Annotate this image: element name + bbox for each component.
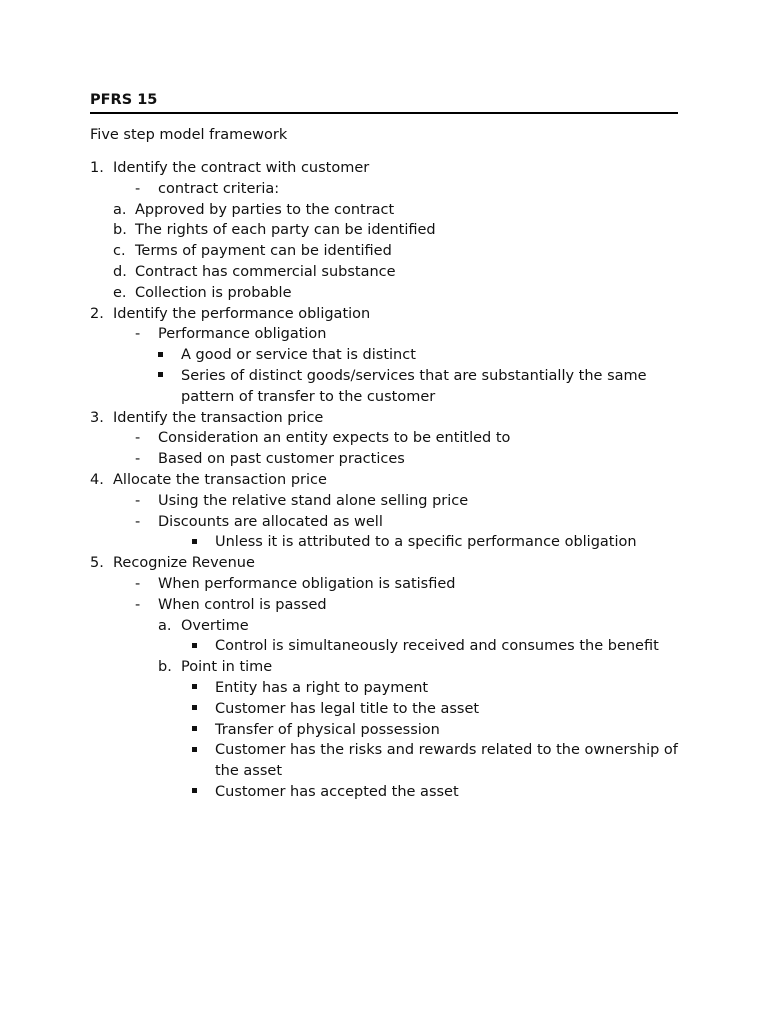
list-item-text: Transfer of physical possession xyxy=(215,721,440,738)
list-item xyxy=(0,699,768,720)
list-item xyxy=(0,491,768,512)
list-item xyxy=(0,636,768,657)
list-marker: - xyxy=(135,596,141,613)
list-marker: - xyxy=(135,430,141,447)
list-item xyxy=(0,200,768,221)
list-item-text: Customer has accepted the asset xyxy=(215,783,459,800)
list-item-text: Terms of payment can be identified xyxy=(135,243,392,260)
list-item-text: When performance obligation is satisfied xyxy=(158,575,456,592)
square-bullet-icon xyxy=(192,720,197,741)
list-item-text: Recognize Revenue xyxy=(113,555,255,572)
list-item-text: Control is simultaneously received and consumes the benefit xyxy=(215,638,659,655)
list-marker: - xyxy=(135,575,141,592)
list-item xyxy=(0,241,768,262)
list-item xyxy=(0,740,768,782)
list-item-text: Based on past customer practices xyxy=(158,451,405,468)
list-item xyxy=(0,553,768,574)
square-bullet-icon xyxy=(192,782,197,803)
list-marker: - xyxy=(135,326,141,343)
list-item xyxy=(0,366,768,408)
list-item xyxy=(0,449,768,470)
list-item-text: Customer has the risks and rewards related to the ownership of the asset xyxy=(215,742,678,780)
list-marker: a. xyxy=(158,617,172,634)
list-item-text: Unless it is attributed to a specific performance obligation xyxy=(215,534,637,551)
list-item xyxy=(0,345,768,366)
list-item xyxy=(0,595,768,616)
list-item-text: Overtime xyxy=(181,617,249,634)
list-marker: 1. xyxy=(90,160,104,176)
list-item-text: Identify the contract with customer xyxy=(113,160,370,176)
document-title: PFRS 15 xyxy=(90,92,158,108)
list-item xyxy=(0,408,768,429)
list-item xyxy=(0,657,768,678)
list-marker: a. xyxy=(113,201,127,218)
list-item-text: A good or service that is distinct xyxy=(181,347,416,364)
list-item-text: Customer has legal title to the asset xyxy=(215,700,480,717)
list-item xyxy=(0,678,768,699)
list-item xyxy=(0,532,768,553)
list-marker: d. xyxy=(113,263,127,280)
list-marker: 3. xyxy=(90,409,104,426)
list-item-text: The rights of each party can be identified xyxy=(135,222,436,239)
list-item xyxy=(0,616,768,637)
square-bullet-icon xyxy=(158,366,163,387)
list-item xyxy=(0,262,768,283)
list-marker: b. xyxy=(158,659,172,676)
list-marker: - xyxy=(135,451,141,468)
list-marker: - xyxy=(135,513,141,530)
square-bullet-icon xyxy=(192,532,197,553)
list-item-text: Point in time xyxy=(181,659,273,676)
outline-list xyxy=(0,158,768,803)
list-item xyxy=(0,158,768,179)
list-item-text: Allocate the transaction price xyxy=(113,471,327,488)
list-item xyxy=(0,512,768,533)
list-item-text: Identify the transaction price xyxy=(113,409,324,426)
list-item xyxy=(0,324,768,345)
list-item xyxy=(0,304,768,325)
list-marker: 4. xyxy=(90,471,104,488)
square-bullet-icon xyxy=(192,699,197,720)
list-item-text: Consideration an entity expects to be entitled to xyxy=(158,430,511,447)
list-marker: b. xyxy=(113,222,127,239)
list-item xyxy=(0,220,768,241)
list-item-text: Entity has a right to payment xyxy=(215,679,429,696)
list-marker: - xyxy=(135,492,141,509)
list-item-text: Discounts are allocated as well xyxy=(158,513,383,530)
list-item-text: Using the relative stand alone selling price xyxy=(158,492,469,509)
list-item-text: Approved by parties to the contract xyxy=(135,201,395,218)
list-item-text: Performance obligation xyxy=(158,326,327,343)
list-marker: 5. xyxy=(90,555,104,572)
list-item-text: When control is passed xyxy=(158,596,327,613)
list-item-text: Identify the performance obligation xyxy=(113,305,371,322)
list-item xyxy=(0,428,768,449)
list-marker: e. xyxy=(113,284,127,301)
list-item xyxy=(0,574,768,595)
title-rule xyxy=(90,112,678,114)
square-bullet-icon xyxy=(158,345,163,366)
list-item xyxy=(0,470,768,491)
list-item xyxy=(0,179,768,200)
list-item-text: Series of distinct goods/services that are substantially the same pattern of transfer to the customer xyxy=(181,367,647,405)
list-item xyxy=(0,720,768,741)
list-item-text: Collection is probable xyxy=(135,284,292,301)
square-bullet-icon xyxy=(192,678,197,699)
square-bullet-icon xyxy=(192,740,197,761)
document-subtitle: Five step model framework xyxy=(90,127,288,143)
list-marker: - xyxy=(135,180,141,197)
list-item xyxy=(0,782,768,803)
list-item-text: Contract has commercial substance xyxy=(135,263,396,280)
list-marker: 2. xyxy=(90,305,104,322)
list-item xyxy=(0,283,768,304)
list-item-text: contract criteria: xyxy=(158,180,280,197)
list-marker: c. xyxy=(113,243,126,260)
square-bullet-icon xyxy=(192,636,197,657)
